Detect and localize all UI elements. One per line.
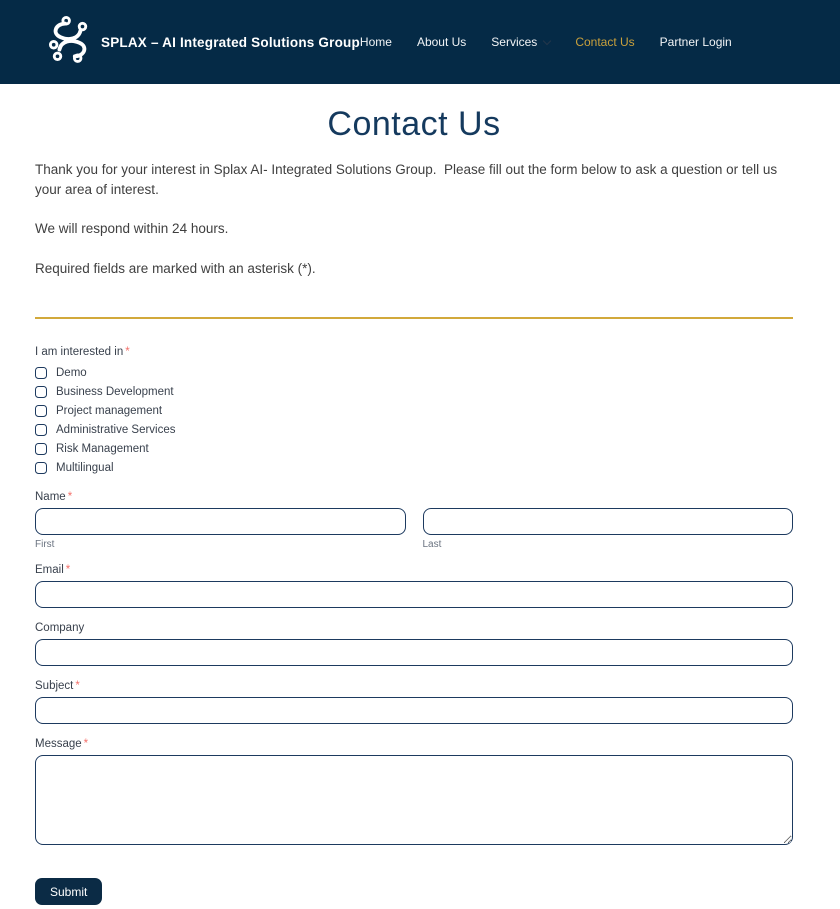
chevron-down-icon: [543, 36, 551, 44]
contact-form: [35, 346, 793, 905]
required-asterisk: *: [67, 491, 73, 503]
company-group: [35, 622, 793, 666]
checkbox-label: Demo: [56, 366, 87, 379]
demo-checkbox[interactable]: [35, 367, 47, 379]
interest-label: [35, 346, 793, 358]
email-input[interactable]: [35, 581, 793, 608]
respond-paragraph: We will respond within 24 hours.: [35, 221, 229, 236]
nav-home[interactable]: Home: [359, 35, 392, 49]
checkbox-label: Business Development: [56, 385, 174, 398]
required-asterisk: *: [65, 564, 71, 576]
checkbox-row-demo[interactable]: [35, 363, 793, 382]
checkbox-label: Risk Management: [56, 442, 149, 455]
multilingual-checkbox[interactable]: [35, 462, 47, 474]
required-fields-paragraph: Required fields are marked with an asterisk (*).: [35, 260, 316, 276]
company-label: [35, 622, 793, 634]
interest-group: [35, 346, 793, 477]
required-asterisk: *: [125, 346, 130, 358]
brand-title: SPLAX – AI Integrated Solutions Group: [101, 34, 360, 50]
checkbox-row-project-management[interactable]: [35, 401, 793, 420]
checkbox-row-multilingual[interactable]: [35, 458, 793, 477]
message-label-text: Message: [35, 738, 82, 750]
first-name-column: [35, 508, 406, 550]
nav-partner-login[interactable]: Partner Login: [659, 35, 732, 49]
submit-button[interactable]: Submit: [35, 878, 102, 905]
main-nav: [360, 35, 732, 49]
risk-management-checkbox[interactable]: [35, 443, 47, 455]
business-development-checkbox[interactable]: [35, 386, 47, 398]
subject-input[interactable]: [35, 697, 793, 724]
nav-services-label: Services: [491, 35, 538, 49]
nav-services[interactable]: [491, 35, 550, 49]
name-label: [35, 491, 793, 503]
email-label: [35, 564, 793, 576]
first-name-input[interactable]: [35, 508, 406, 535]
company-label-text: Company: [35, 622, 85, 634]
checkbox-label: Project management: [56, 404, 163, 417]
required-asterisk: *: [83, 738, 89, 750]
first-sub-label: First: [35, 539, 55, 550]
page-title: Contact Us: [327, 105, 501, 143]
administrative-services-checkbox[interactable]: [35, 424, 47, 436]
nav-about-us[interactable]: About Us: [416, 35, 467, 49]
message-label: [35, 738, 793, 750]
company-input[interactable]: [35, 639, 793, 666]
subject-group: [35, 680, 793, 724]
site-header: [0, 0, 840, 84]
checkbox-row-administrative-services[interactable]: [35, 420, 793, 439]
email-group: [35, 564, 793, 608]
last-name-input[interactable]: [423, 508, 794, 535]
message-group: [35, 738, 793, 845]
main-content: [35, 105, 793, 905]
gold-divider: [35, 317, 793, 319]
project-management-checkbox[interactable]: [35, 405, 47, 417]
interest-label-text: I am interested in: [35, 346, 124, 358]
last-sub-label: Last: [422, 539, 442, 550]
name-row: [35, 508, 793, 550]
checkbox-row-business-development[interactable]: [35, 382, 793, 401]
subject-label-text: Subject: [35, 680, 74, 692]
name-label-text: Name: [35, 491, 66, 503]
intro-paragraph: Thank you for your interest in Splax AI- Integrated Solutions Group. Please fill out the form below to ask a question or tell us your area of interest.: [35, 162, 781, 197]
brand[interactable]: [45, 21, 360, 63]
required-asterisk: *: [75, 680, 80, 692]
nav-contact-us[interactable]: Contact Us: [575, 35, 635, 49]
checkbox-label: Multilingual: [56, 461, 114, 474]
email-label-text: Email: [35, 564, 64, 576]
last-name-column: [423, 508, 794, 550]
splax-logo-icon: [45, 15, 95, 63]
subject-label: [35, 680, 793, 692]
checkbox-label: Administrative Services: [56, 423, 176, 436]
message-textarea[interactable]: [35, 755, 793, 845]
name-group: [35, 491, 793, 550]
checkbox-row-risk-management[interactable]: [35, 439, 793, 458]
